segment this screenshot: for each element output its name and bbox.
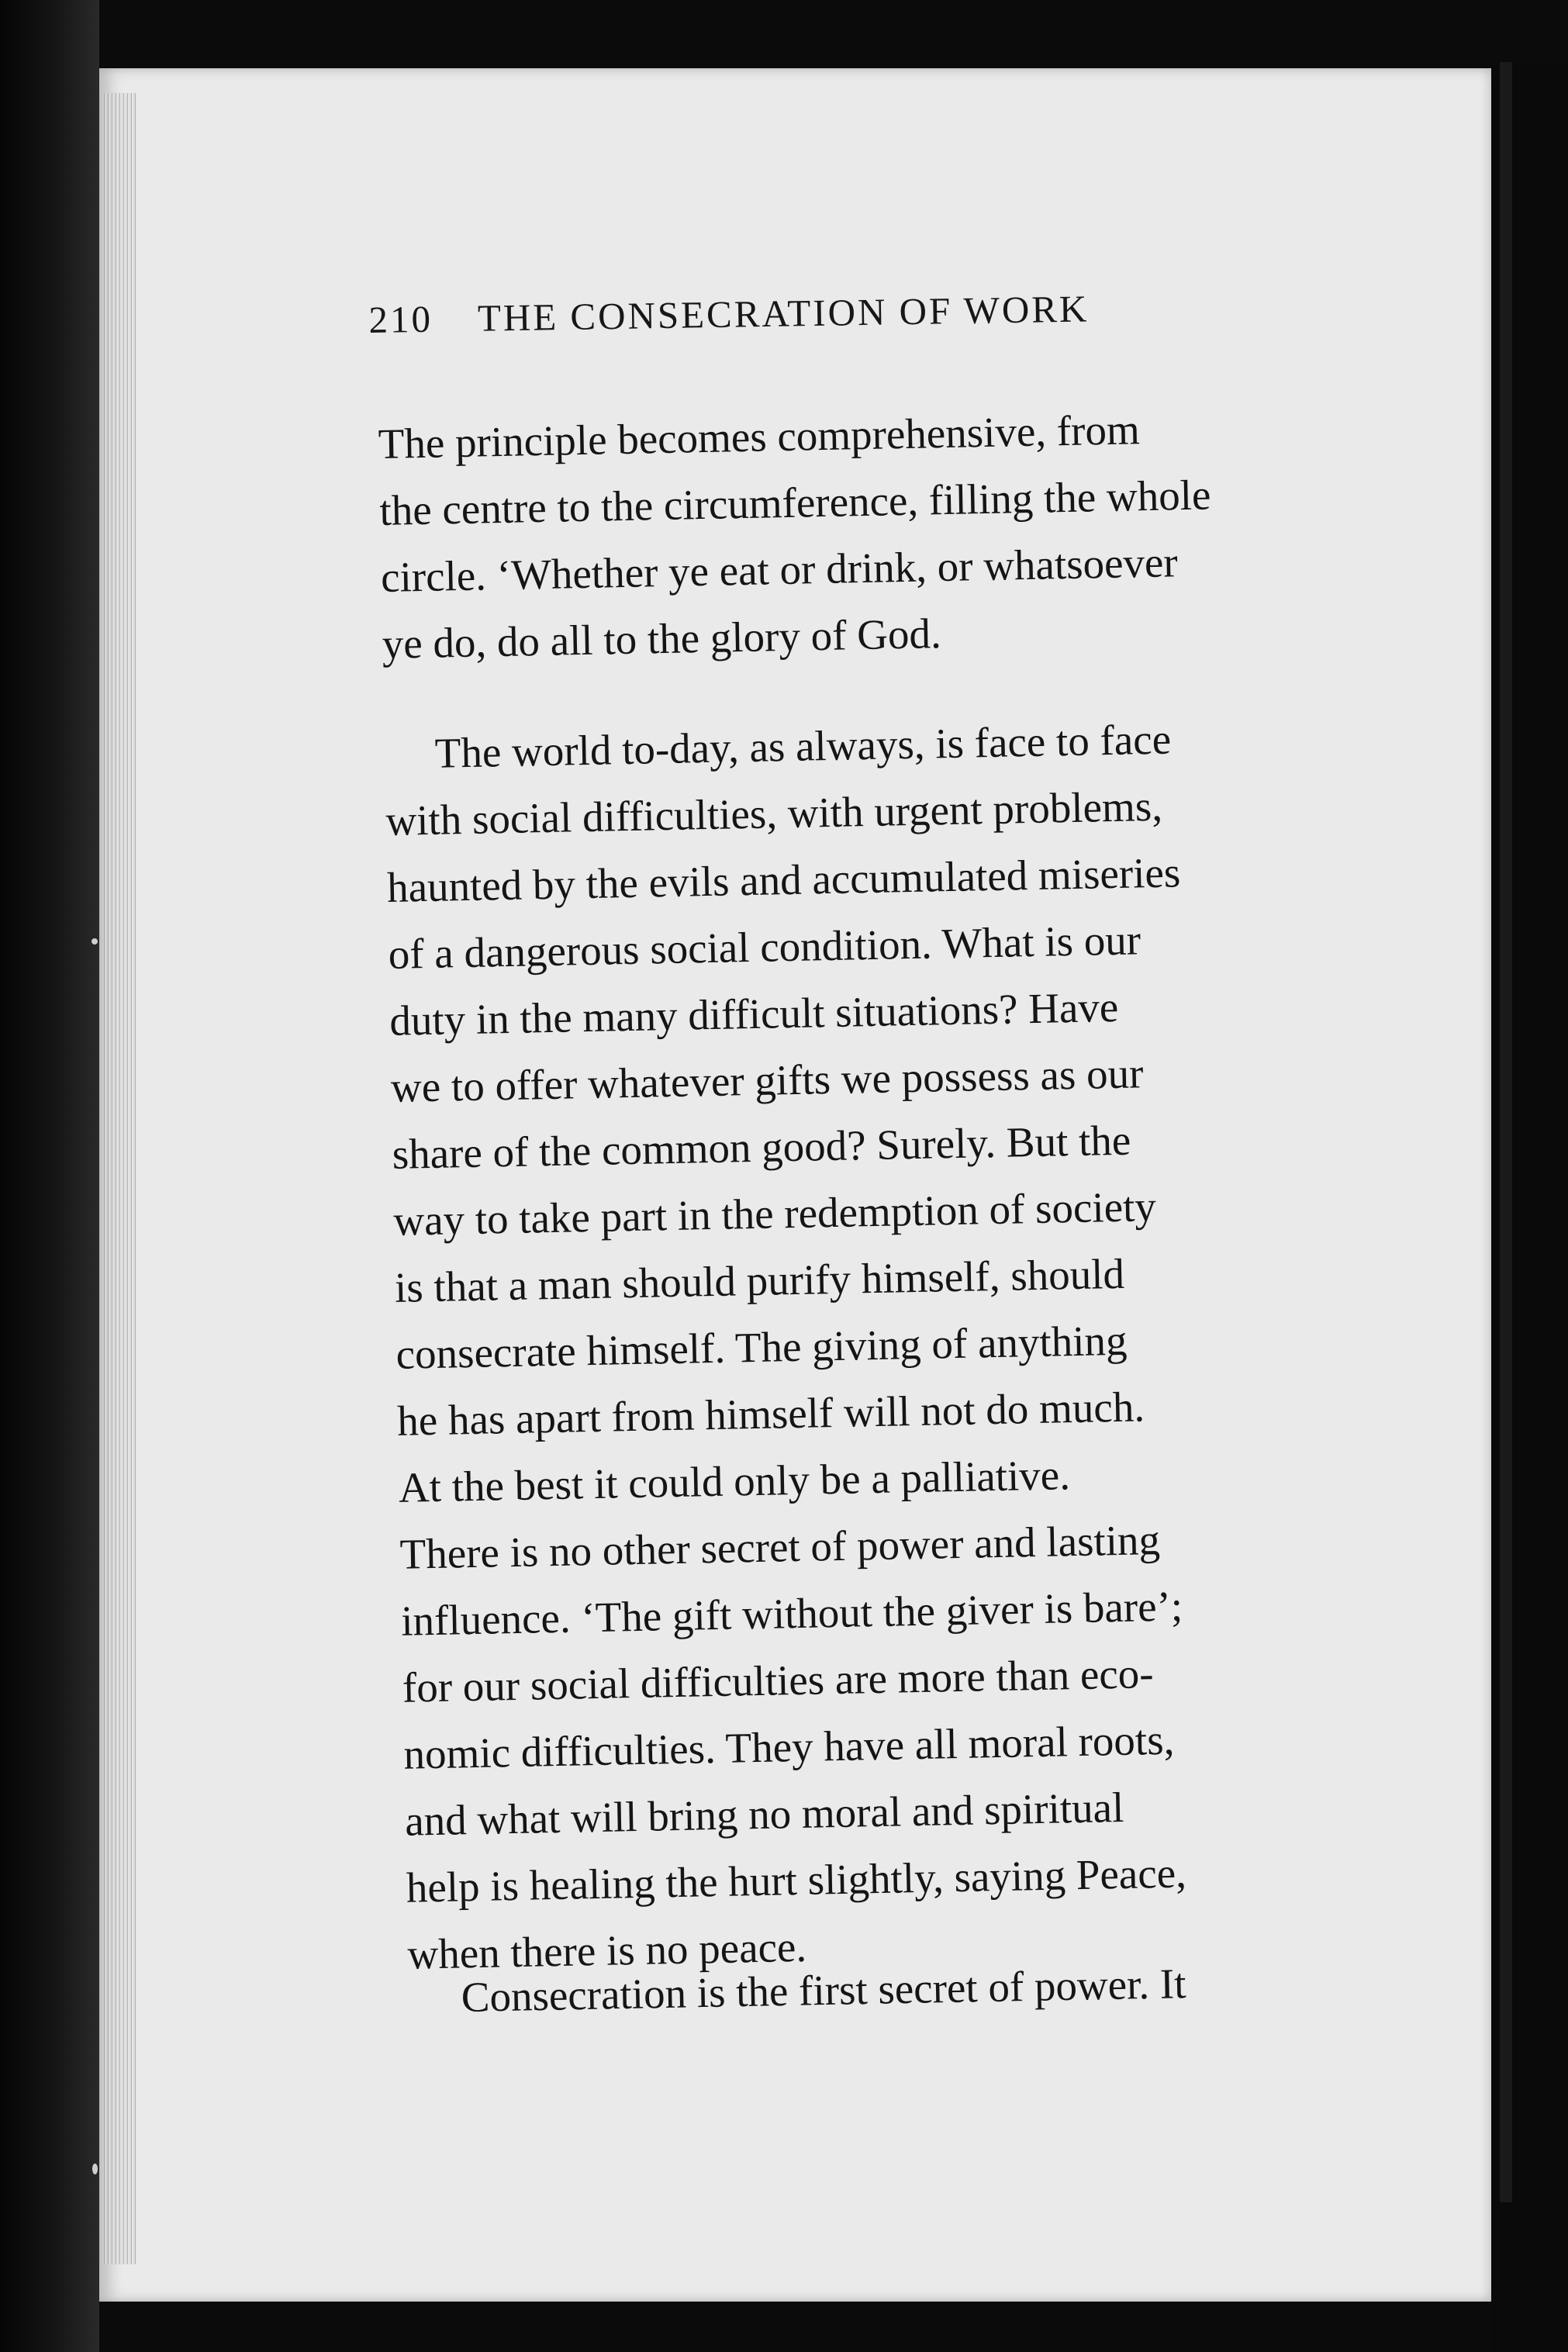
text-line: The world to-day, as always, is face to face [434, 715, 1172, 777]
text-line: ye do, do all to the glory of God. [382, 610, 942, 668]
text-line: The principle becomes comprehensive, from [378, 406, 1141, 468]
text-line: influence. ‘The gift without the giver is bare’; [400, 1582, 1183, 1645]
text-line: circle. ‘Whether ye eat or drink, or whatsoever [380, 538, 1179, 601]
paragraph [461, 1950, 1186, 2031]
text-line: At the best it could only be a palliative. [398, 1451, 1071, 1511]
text-line: the centre to the circumference, filling the whole [378, 471, 1211, 534]
text-line: haunted by the evils and accumulated miseries [386, 848, 1181, 911]
text-line: duty in the many difficult situations? Have [389, 983, 1119, 1045]
text-line: There is no other secret of power and lasting [399, 1515, 1161, 1578]
text-line: help is healing the hurt slightly, saying Peace, [406, 1849, 1187, 1912]
paragraph [384, 706, 1201, 1988]
text-line: share of the common good? Surely. But the [392, 1116, 1131, 1178]
text-line: for our social difficulties are more than eco- [402, 1649, 1155, 1711]
text-line: Consecration is the first secret of power. It [461, 1960, 1186, 2021]
text-line: we to offer whatever gifts we possess as our [390, 1049, 1144, 1111]
text-line: and what will bring no moral and spiritual [404, 1783, 1124, 1845]
text-line: nomic difficulties. They have all moral roots, [402, 1715, 1175, 1778]
text-line: is that a man should purify himself, should [394, 1249, 1125, 1311]
right-page-boundary [1500, 62, 1512, 2202]
text-line: he has apart from himself will not do much. [396, 1383, 1145, 1445]
running-title: THE CONSECRATION OF WORK [477, 287, 1090, 340]
page-stack-edge [102, 93, 136, 2264]
book-spine-shadow [0, 0, 99, 2352]
page-number: 210 [368, 297, 433, 341]
text-line: when there is no peace. [406, 1922, 807, 1978]
scan-speck [92, 2164, 98, 2174]
text-line: consecrate himself. The giving of anything [395, 1316, 1128, 1378]
text-line: of a dangerous social condition. What is our [388, 916, 1141, 978]
text-line: way to take part in the redemption of society [392, 1183, 1157, 1245]
scan-speck [92, 938, 98, 945]
paragraph [378, 395, 1214, 678]
text-line: with social difficulties, with urgent problems, [385, 782, 1163, 844]
